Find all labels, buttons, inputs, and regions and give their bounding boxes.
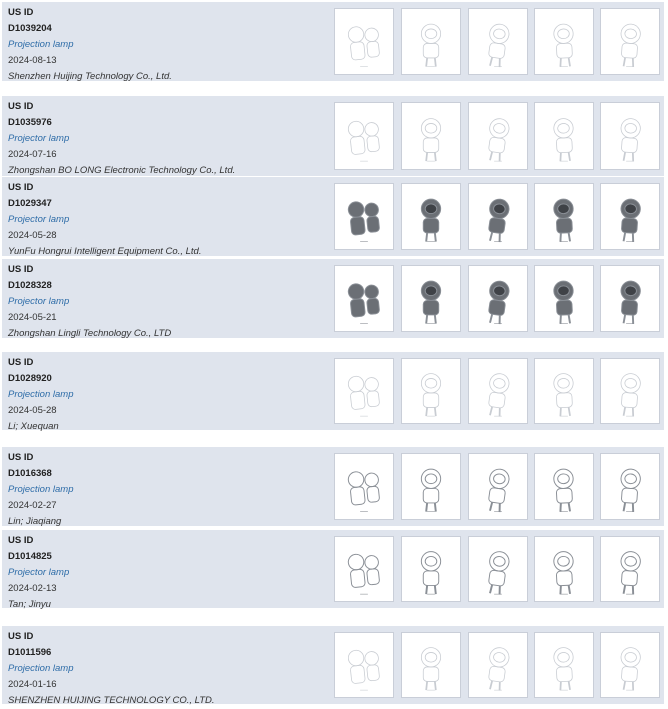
- patent-title[interactable]: Projector lamp: [8, 296, 70, 307]
- patent-owner: Shenzhen Huijing Technology Co., Ltd.: [8, 71, 172, 82]
- figure-drawing-icon: [335, 633, 393, 697]
- patent-id[interactable]: D1016368: [8, 468, 52, 479]
- patent-drawing-thumbnail[interactable]: [401, 102, 461, 170]
- patent-drawing-thumbnail[interactable]: [534, 102, 594, 170]
- figure-drawing-icon: [335, 454, 393, 519]
- patent-id[interactable]: D1011596: [8, 647, 52, 658]
- patent-info: [8, 629, 328, 709]
- patent-drawing-thumbnail[interactable]: [401, 536, 461, 602]
- figure-drawing-icon: [469, 633, 527, 697]
- figure-drawing-icon: [469, 537, 527, 601]
- id-label: US ID: [8, 357, 34, 368]
- patent-info: [8, 533, 328, 613]
- figure-drawing-icon: [469, 359, 527, 423]
- figure-drawing-icon: [601, 633, 659, 697]
- id-label: US ID: [8, 264, 34, 275]
- patent-drawing-thumbnail[interactable]: [468, 358, 528, 424]
- figure-drawing-icon: [335, 184, 393, 249]
- figure-drawing-icon: [535, 184, 593, 249]
- patent-drawing-thumbnail[interactable]: [600, 265, 660, 332]
- patent-title[interactable]: Projection lamp: [8, 389, 74, 400]
- figure-drawing-icon: [469, 184, 527, 249]
- patent-record-card[interactable]: [2, 352, 664, 430]
- figure-drawing-icon: [601, 537, 659, 601]
- patent-owner: Tan; Jinyu: [8, 599, 51, 610]
- patent-id[interactable]: D1039204: [8, 23, 52, 34]
- patent-drawing-thumbnail[interactable]: [401, 358, 461, 424]
- patent-owner: Lin; Jiaqiang: [8, 516, 62, 527]
- patent-drawing-thumbnail[interactable]: [401, 453, 461, 520]
- patent-drawing-thumbnail[interactable]: [534, 183, 594, 250]
- patent-info: [8, 5, 328, 85]
- patent-drawing-thumbnail[interactable]: [600, 358, 660, 424]
- figure-drawing-icon: [535, 103, 593, 169]
- patent-drawing-thumbnail[interactable]: [334, 358, 394, 424]
- patent-date: 2024-01-16: [8, 679, 57, 690]
- patent-id[interactable]: D1035976: [8, 117, 52, 128]
- patent-date: 2024-05-21: [8, 312, 57, 323]
- figure-drawing-icon: [335, 9, 393, 74]
- figure-drawing-icon: [335, 266, 393, 331]
- id-label: US ID: [8, 535, 34, 546]
- figure-drawing-icon: [601, 266, 659, 331]
- patent-drawing-thumbnail[interactable]: [468, 536, 528, 602]
- patent-drawing-thumbnail[interactable]: [468, 102, 528, 170]
- figure-drawing-icon: [469, 454, 527, 519]
- patent-drawing-thumbnail[interactable]: [534, 632, 594, 698]
- patent-title[interactable]: Projector lamp: [8, 133, 70, 144]
- patent-info: [8, 180, 328, 260]
- figure-drawing-icon: [335, 359, 393, 423]
- figure-drawing-icon: [535, 454, 593, 519]
- patent-drawing-thumbnail[interactable]: [600, 102, 660, 170]
- patent-owner: Li; Xuequan: [8, 421, 59, 432]
- patent-info: [8, 450, 328, 530]
- patent-drawing-thumbnail[interactable]: [334, 536, 394, 602]
- patent-drawing-thumbnail[interactable]: [534, 536, 594, 602]
- figure-drawing-icon: [402, 537, 460, 601]
- patent-title[interactable]: Projection lamp: [8, 39, 74, 50]
- figure-drawing-icon: [601, 184, 659, 249]
- patent-id[interactable]: D1014825: [8, 551, 52, 562]
- patent-record-card[interactable]: [2, 2, 664, 81]
- figure-drawing-icon: [402, 359, 460, 423]
- patent-drawing-thumbnail[interactable]: [600, 632, 660, 698]
- patent-id[interactable]: D1029347: [8, 198, 52, 209]
- patent-drawing-thumbnail[interactable]: [334, 8, 394, 75]
- patent-record-card[interactable]: [2, 447, 664, 526]
- id-label: US ID: [8, 452, 34, 463]
- figure-drawing-icon: [402, 454, 460, 519]
- figure-drawing-icon: [402, 633, 460, 697]
- patent-drawing-thumbnail[interactable]: [334, 632, 394, 698]
- patent-drawing-thumbnail[interactable]: [401, 8, 461, 75]
- figure-drawing-icon: [469, 266, 527, 331]
- figure-drawing-icon: [601, 359, 659, 423]
- patent-drawing-thumbnail[interactable]: [600, 536, 660, 602]
- patent-date: 2024-05-28: [8, 230, 57, 241]
- patent-info: [8, 99, 328, 179]
- figure-drawing-icon: [402, 103, 460, 169]
- patent-id[interactable]: D1028920: [8, 373, 52, 384]
- figure-drawing-icon: [601, 103, 659, 169]
- patent-record-card[interactable]: [2, 177, 664, 256]
- patent-info: [8, 355, 328, 435]
- patent-drawing-thumbnail[interactable]: [600, 453, 660, 520]
- patent-title[interactable]: Projector lamp: [8, 567, 70, 578]
- patent-title[interactable]: Projector lamp: [8, 214, 70, 225]
- patent-date: 2024-08-13: [8, 55, 57, 66]
- figure-drawing-icon: [535, 633, 593, 697]
- figure-drawing-icon: [535, 266, 593, 331]
- patent-drawing-thumbnail[interactable]: [534, 453, 594, 520]
- patent-drawing-thumbnail[interactable]: [334, 453, 394, 520]
- figure-drawing-icon: [402, 266, 460, 331]
- patent-drawing-thumbnail[interactable]: [468, 183, 528, 250]
- figure-drawing-icon: [601, 9, 659, 74]
- id-label: US ID: [8, 631, 34, 642]
- patent-date: 2024-07-16: [8, 149, 57, 160]
- patent-drawing-thumbnail[interactable]: [334, 265, 394, 332]
- patent-drawing-thumbnail[interactable]: [468, 632, 528, 698]
- figure-drawing-icon: [335, 103, 393, 169]
- patent-date: 2024-02-13: [8, 583, 57, 594]
- figure-drawing-icon: [469, 9, 527, 74]
- patent-record-card[interactable]: [2, 96, 664, 176]
- patent-drawing-thumbnail[interactable]: [468, 265, 528, 332]
- figure-drawing-icon: [402, 184, 460, 249]
- patent-drawing-thumbnail[interactable]: [334, 183, 394, 250]
- patent-date: 2024-02-27: [8, 500, 57, 511]
- patent-drawing-thumbnail[interactable]: [534, 8, 594, 75]
- patent-drawing-thumbnail[interactable]: [468, 453, 528, 520]
- patent-owner: YunFu Hongrui Intelligent Equipment Co., Ltd.: [8, 246, 202, 257]
- patent-drawing-thumbnail[interactable]: [600, 183, 660, 250]
- patent-drawing-thumbnail[interactable]: [401, 632, 461, 698]
- patent-title[interactable]: Projection lamp: [8, 484, 74, 495]
- figure-drawing-icon: [335, 537, 393, 601]
- patent-owner: Zhongshan Lingli Technology Co., LTD: [8, 328, 172, 339]
- patent-record-card[interactable]: [2, 530, 664, 608]
- figure-drawing-icon: [535, 9, 593, 74]
- figure-drawing-icon: [601, 454, 659, 519]
- patent-record-card[interactable]: [2, 259, 664, 338]
- patent-owner: SHENZHEN HUIJING TECHNOLOGY CO., LTD.: [8, 695, 215, 706]
- patent-drawing-thumbnail[interactable]: [468, 8, 528, 75]
- patent-drawing-thumbnail[interactable]: [534, 358, 594, 424]
- patent-drawing-thumbnail[interactable]: [534, 265, 594, 332]
- patent-drawing-thumbnail[interactable]: [334, 102, 394, 170]
- patent-id[interactable]: D1028328: [8, 280, 52, 291]
- figure-drawing-icon: [535, 359, 593, 423]
- figure-drawing-icon: [469, 103, 527, 169]
- id-label: US ID: [8, 182, 34, 193]
- patent-owner: Zhongshan BO LONG Electronic Technology Co., Ltd.: [8, 165, 236, 176]
- id-label: US ID: [8, 101, 34, 112]
- patent-info: [8, 262, 328, 342]
- patent-drawing-thumbnail[interactable]: [401, 183, 461, 250]
- patent-drawing-thumbnail[interactable]: [401, 265, 461, 332]
- patent-date: 2024-05-28: [8, 405, 57, 416]
- id-label: US ID: [8, 7, 34, 18]
- patent-drawing-thumbnail[interactable]: [600, 8, 660, 75]
- patent-title[interactable]: Projection lamp: [8, 663, 74, 674]
- figure-drawing-icon: [402, 9, 460, 74]
- figure-drawing-icon: [535, 537, 593, 601]
- patent-record-card[interactable]: [2, 626, 664, 704]
